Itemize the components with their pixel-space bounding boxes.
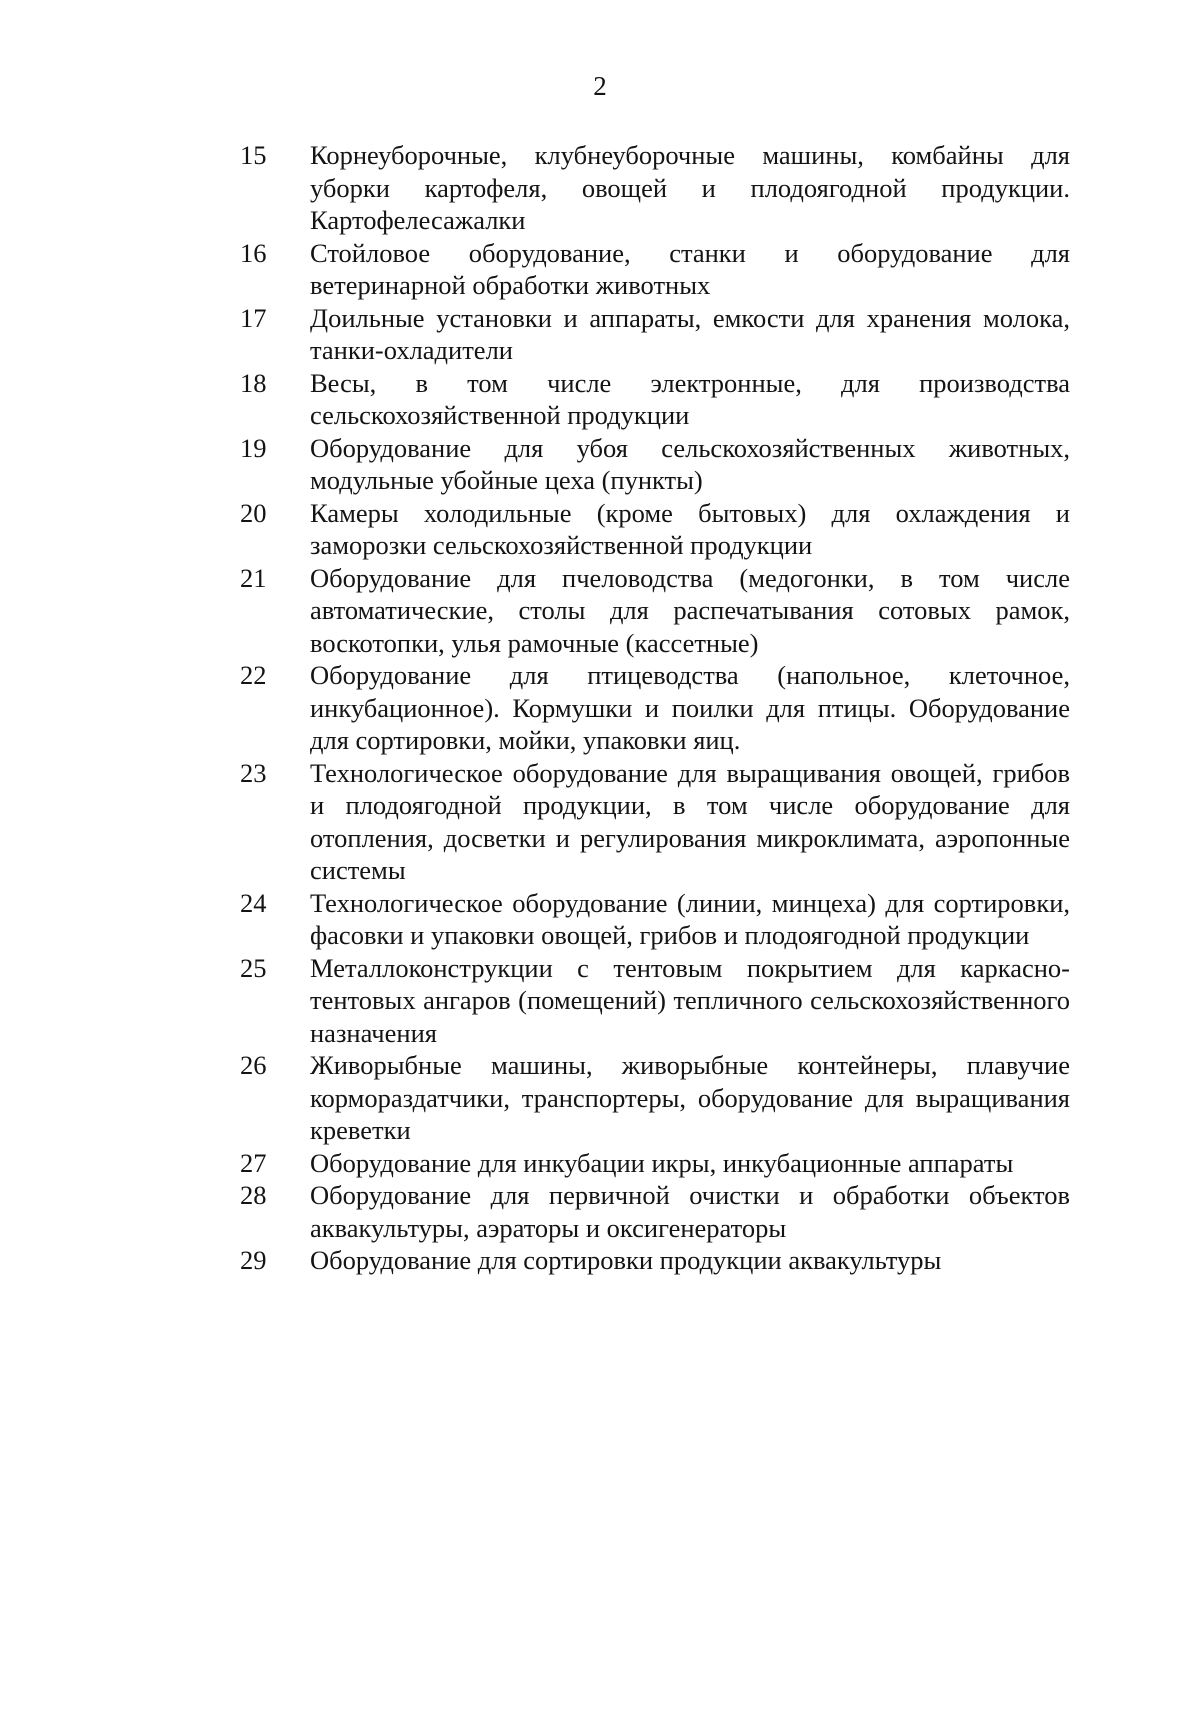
- list-item: [240, 562, 1070, 660]
- item-text: Стойловое оборудование, станки и оборудование для ветеринарной обработки животных: [310, 237, 1070, 300]
- item-number: 28: [240, 1180, 267, 1210]
- list-item: [240, 757, 1070, 887]
- list-item: [240, 432, 1070, 497]
- list-item: [240, 1244, 1070, 1277]
- item-text: Живорыбные машины, живорыбные контейнеры, плавучие кормораздатчики, транспортеры, оборудование для выращивания креветки: [310, 1050, 1070, 1145]
- item-number: 27: [240, 1147, 267, 1178]
- item-text: Оборудование для первичной очистки и обработки объектов аквакультуры, аэраторы и оксигенераторы: [310, 1180, 1070, 1243]
- list-item: [240, 1147, 1070, 1180]
- item-text: Весы, в том числе электронные, для производства сельскохозяйственной продукции: [310, 367, 1070, 430]
- list-item: [240, 887, 1070, 952]
- item-number: 23: [240, 757, 267, 788]
- item-text: Технологическое оборудование для выращивания овощей, грибов и плодоягодной продукции, в том числе оборудование для отопления, досветки и регулирования микроклимата, аэропонные системы: [310, 757, 1070, 885]
- item-number: 22: [240, 660, 267, 690]
- item-number: 29: [240, 1245, 267, 1275]
- list-item: [240, 302, 1070, 367]
- list-item: [240, 367, 1070, 432]
- list-item: [240, 1049, 1070, 1147]
- list-item: [240, 659, 1070, 757]
- list-item: [240, 497, 1070, 562]
- item-number: 19: [240, 432, 267, 463]
- equipment-list: [240, 139, 1070, 1277]
- page-number: 2: [593, 71, 607, 101]
- item-text: Камеры холодильные (кроме бытовых) для охлаждения и заморозки сельскохозяйственной продукции: [310, 497, 1070, 560]
- item-text: Оборудование для убоя сельскохозяйственных животных, модульные убойные цеха (пункты): [310, 432, 1070, 495]
- item-text: Доильные установки и аппараты, емкости для хранения молока, танки-охладители: [310, 302, 1070, 365]
- item-number: 17: [240, 302, 267, 333]
- item-text: Корнеуборочные, клубнеуборочные машины, комбайны для уборки картофеля, овощей и плодоягодной продукции. Картофелесажалки: [310, 140, 1070, 235]
- item-number: 26: [240, 1050, 267, 1080]
- item-number: 24: [240, 887, 267, 918]
- item-text: Оборудование для сортировки продукции аквакультуры: [310, 1245, 942, 1275]
- item-text: Технологическое оборудование (линии, минцеха) для сортировки, фасовки и упаковки овощей, грибов и плодоягодной продукции: [310, 887, 1070, 950]
- item-number: 25: [240, 952, 267, 983]
- item-number: 21: [240, 562, 267, 593]
- item-text: Оборудование для пчеловодства (медогонки, в том числе автоматические, столы для распечатывания сотовых рамок, воскотопки, улья рамочные (кассетные): [310, 562, 1070, 658]
- item-text: Оборудование для птицеводства (напольное, клеточное, инкубационное). Кормушки и поилки для птицы. Оборудование для сортировки, мойки, упаковки яиц.: [310, 660, 1070, 755]
- list-item: [240, 237, 1070, 302]
- item-number: 20: [240, 497, 267, 528]
- list-item: [240, 139, 1070, 237]
- list-item: [240, 952, 1070, 1050]
- item-number: 16: [240, 237, 267, 268]
- item-text: Оборудование для инкубации икры, инкубационные аппараты: [310, 1147, 1014, 1178]
- list-item: [240, 1179, 1070, 1244]
- item-number: 18: [240, 367, 267, 398]
- item-number: 15: [240, 140, 267, 170]
- item-text: Металлоконструкции с тентовым покрытием для каркасно-тентовых ангаров (помещений) тепличного сельскохозяйственного назначения: [310, 952, 1070, 1048]
